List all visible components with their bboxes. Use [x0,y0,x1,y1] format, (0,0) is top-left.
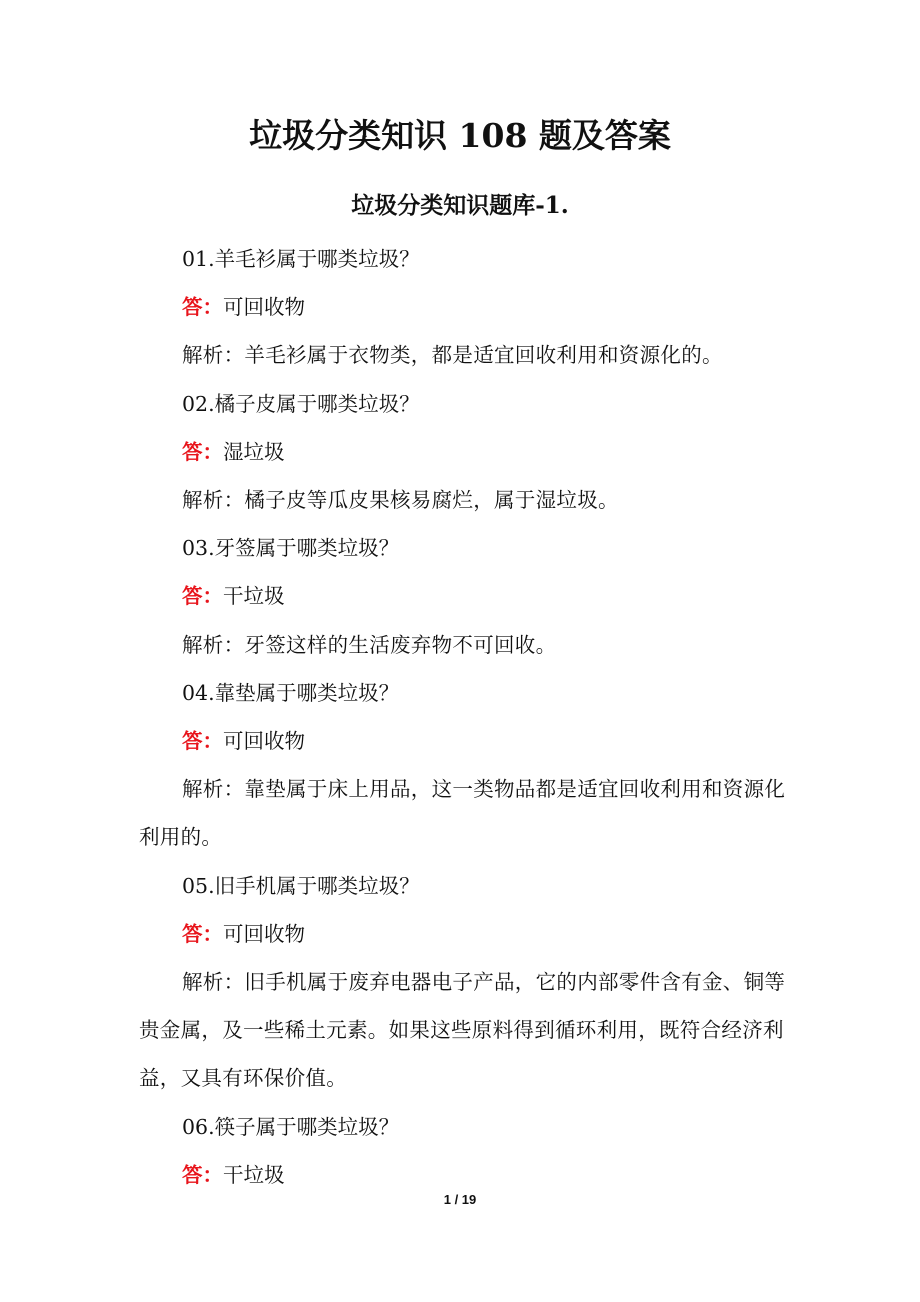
answer-label: 答： [182,439,223,464]
explanation-03: 解析：牙签这样的生活废弃物不可回收。 [182,632,557,657]
answer-04 [139,717,789,765]
answer-label: 答： [182,921,223,946]
answer-03 [139,572,789,620]
answer-label: 答： [182,295,223,320]
explanation-04: 解析：靠垫属于床上用品，这一类物品都是适宜回收利用和资源化利用的。 [139,777,786,850]
question-04: 04.靠垫属于哪类垃圾？ [182,680,400,705]
question-02: 02.橘子皮属于哪类垃圾？ [182,391,420,416]
answer-value: 可回收物 [223,921,305,946]
explanation-02: 解析：橘子皮等瓜皮果核易腐烂，属于湿垃圾。 [182,488,619,513]
document-title: 垃圾分类知识 108 题及答案 [249,116,671,155]
answer-label: 答： [182,584,223,609]
answer-05 [139,910,789,958]
explanation-05: 解析：旧手机属于废弃电器电子产品，它的内部零件含有金、铜等贵金属，及一些稀土元素。如果这些原料得到循环利用，既符合经济利益，又具有环保价值。 [139,970,786,1091]
answer-value: 可回收物 [223,295,305,320]
answer-value: 可回收物 [223,729,305,754]
question-01: 01.羊毛衫属于哪类垃圾？ [182,247,420,271]
question-05: 05.旧手机属于哪类垃圾？ [182,873,420,898]
answer-01 [139,283,789,331]
answer-value: 干垃圾 [223,1162,285,1187]
explanation-01: 解析：羊毛衫属于衣物类，都是适宜回收利用和资源化的。 [182,343,723,368]
section-subtitle: 垃圾分类知识题库-1. [351,192,569,219]
answer-02 [139,428,789,476]
answer-label: 答： [182,1162,223,1187]
question-06: 06.筷子属于哪类垃圾？ [182,1114,400,1139]
answer-value: 干垃圾 [223,584,285,609]
question-03: 03.牙签属于哪类垃圾？ [182,536,400,561]
qa-list [139,235,789,1199]
page-number: 1 / 19 [443,1192,477,1207]
answer-value: 湿垃圾 [223,439,285,464]
answer-label: 答： [182,729,223,754]
